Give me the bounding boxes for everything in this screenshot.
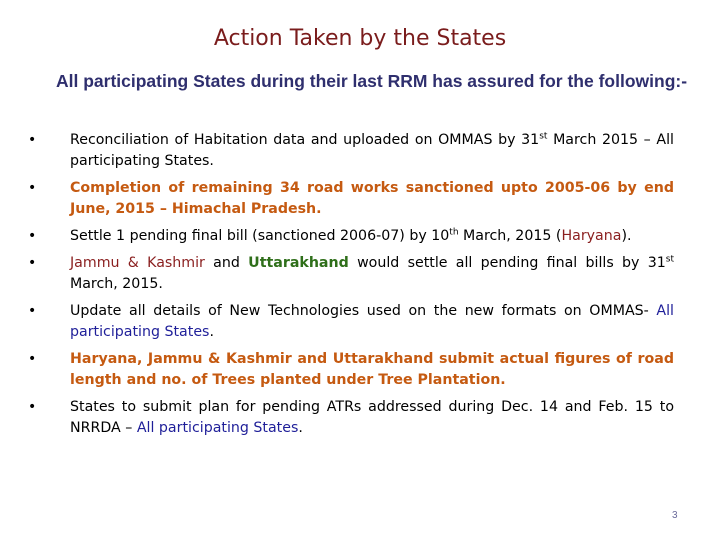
bullet-item-6 [24, 349, 674, 391]
bullet-item-2 [24, 178, 674, 220]
bullet-1-text: Reconciliation of Habitation data and uploaded on OMMAS by 31 [70, 132, 540, 148]
bullet-6-text: Haryana, Jammu & Kashmir and Uttarakhand submit actual figures of road length and no. of Trees planted under Tree Plantation. [70, 351, 674, 388]
bullet-7-highlight: All participating States [136, 420, 299, 436]
bullet-4-text: would settle all pending final bills by 31 [348, 255, 666, 271]
bullet-4-and: and [204, 255, 249, 271]
bullet-item-1 [24, 130, 674, 172]
bullet-4-text-end: March, 2015. [70, 276, 163, 292]
slide-title: Action Taken by the States [213, 26, 507, 51]
bullet-3-text-end: ). [621, 228, 632, 244]
bullet-item-5 [24, 301, 674, 343]
bullet-item-3 [24, 226, 674, 247]
bullet-5-text-end: . [209, 324, 214, 340]
bullet-list [24, 130, 674, 445]
bullet-1-text-end: March 2015 – All participating States. [70, 132, 674, 169]
slide-subtitle: All participating States during their last RRM has assured for the following:- [56, 71, 688, 91]
bullet-3-text-mid: March, 2015 ( [458, 228, 562, 244]
bullet-3-sup: th [449, 227, 459, 238]
bullet-7-text: States to submit plan for pending ATRs addressed during Dec. 14 and Feb. 15 to NRRDA – [70, 399, 674, 436]
bullet-2-text: Completion of remaining 34 road works sanctioned upto 2005-06 by end June, 2015 – Himachal Pradesh. [70, 180, 674, 217]
bullet-item-7 [24, 397, 674, 439]
bullet-5-highlight: All participating States [70, 303, 674, 340]
page-number: 3 [672, 510, 678, 521]
bullet-4-sup: st [665, 254, 674, 265]
bullet-item-4 [24, 253, 674, 295]
bullet-4-state-1: Jammu & Kashmir [70, 255, 205, 271]
bullet-1-sup: st [539, 131, 548, 142]
bullet-5-text: Update all details of New Technologies used on the new formats on OMMAS- [70, 303, 657, 319]
bullet-4-state-2: Uttarakhand [248, 255, 349, 271]
bullet-3-state: Haryana [561, 228, 622, 244]
bullet-3-text: Settle 1 pending final bill (sanctioned 2006-07) by 10 [70, 228, 450, 244]
bullet-7-text-end: . [298, 420, 303, 436]
